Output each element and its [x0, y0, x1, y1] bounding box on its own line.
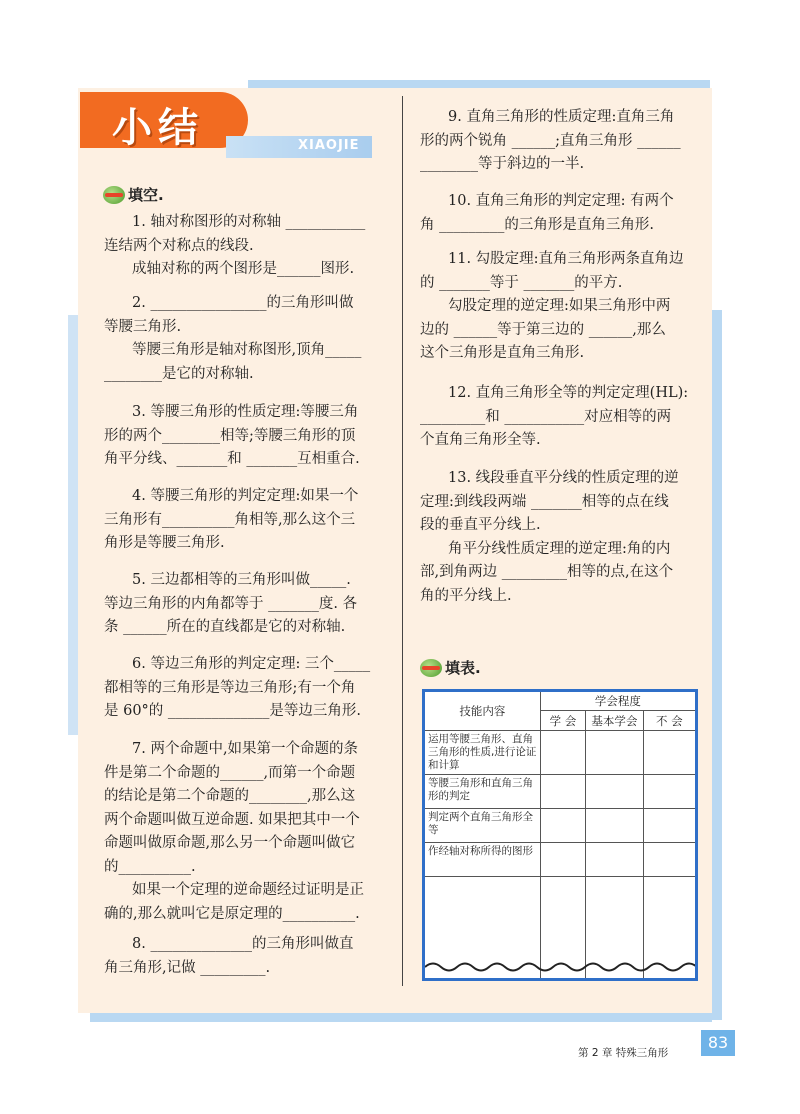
- item-9-line: 9. 直角三角形的性质定理:直角三角: [448, 109, 675, 125]
- item-3-line: 角平分线、_______和 _______互相重合.: [104, 451, 360, 467]
- item-6: [104, 653, 370, 724]
- item-8: [104, 933, 353, 980]
- item-13-line: 13. 线段垂直平分线的性质定理的逆: [448, 470, 679, 486]
- table-row-skill: 作经轴对称所得的图形: [424, 843, 541, 877]
- section-fill-blank-label: 填空.: [128, 186, 164, 204]
- page-title: 小结: [112, 105, 204, 151]
- item-12: [420, 382, 688, 453]
- item-13-line: 部,到角两边 _________相等的点,在这个: [420, 564, 674, 580]
- check-cell[interactable]: [540, 775, 586, 809]
- decor-bar-bottom: [90, 1012, 712, 1022]
- pencil-badge-icon: [420, 659, 442, 677]
- item-1-line: 1. 轴对称图形的对称轴 ___________: [132, 214, 366, 230]
- check-cell[interactable]: [586, 731, 643, 775]
- item-7: [104, 738, 364, 926]
- table-wave-cutoff: [425, 960, 695, 974]
- item-10-line: 角 _________的三角形是直角三角形.: [420, 216, 654, 233]
- item-2-line: ________是它的对称轴.: [104, 365, 254, 382]
- item-9-line: 形的两个锐角 ______;直角三角形 ______: [420, 132, 681, 149]
- item-5-line: 5. 三边都相等的三角形叫做_____.: [132, 572, 351, 588]
- check-cell[interactable]: [643, 843, 696, 877]
- item-7-line: 的结论是第二个命题的________,那么这: [104, 788, 356, 804]
- item-13-line: 角的平分线上.: [420, 587, 512, 604]
- item-7-line: 的__________.: [104, 858, 196, 875]
- page-subtitle: XIAOJIE: [298, 138, 360, 153]
- item-9-line: ________等于斜边的一半.: [420, 156, 585, 172]
- item-7-line: 7. 两个命题中,如果第一个命题的条: [132, 741, 359, 757]
- check-cell[interactable]: [643, 775, 696, 809]
- item-5: [104, 569, 357, 640]
- item-11-line: 的 _______等于 _______的平方.: [420, 274, 623, 291]
- item-11-line: 勾股定理的逆定理:如果三角形中两: [448, 298, 671, 314]
- item-6-line: 是 60°的 ______________是等边三角形.: [104, 703, 362, 719]
- pencil-badge-icon: [103, 186, 125, 204]
- check-cell[interactable]: [540, 843, 586, 877]
- item-9: [420, 106, 681, 177]
- item-2-line: 2. ________________的三角形叫做: [132, 295, 354, 311]
- item-11-line: 边的 ______等于第三边的 ______,那么: [420, 321, 666, 338]
- item-7-line: 两个命题叫做互逆命题. 如果把其中一个: [104, 811, 360, 828]
- item-4-line: 角形是等腰三角形.: [104, 535, 225, 551]
- item-6-line: 都相等的三角形是等边三角形;有一个角: [104, 679, 356, 696]
- skill-table: [422, 689, 698, 981]
- check-cell[interactable]: [586, 809, 643, 843]
- item-13-line: 定理:到线段两端 _______相等的点在线: [420, 493, 669, 510]
- item-10-line: 10. 直角三角形的判定定理: 有两个: [448, 193, 674, 209]
- item-8-line: 角三角形,记做 _________.: [104, 959, 271, 976]
- check-cell[interactable]: [540, 809, 586, 843]
- item-7-line: 确的,那么就叫它是原定理的__________.: [104, 905, 360, 922]
- item-13-line: 段的垂直平分线上.: [420, 517, 541, 533]
- item-3-line: 形的两个________相等;等腰三角形的顶: [104, 427, 356, 444]
- item-1-line: 连结两个对称点的线段.: [104, 237, 254, 254]
- check-cell[interactable]: [586, 843, 643, 877]
- item-7-line: 命题叫做原命题,那么另一个命题叫做它: [104, 835, 356, 851]
- item-12-line: 个直角三角形全等.: [420, 432, 541, 448]
- item-11-line: 11. 勾股定理:直角三角形两条直角边: [448, 251, 684, 267]
- item-7-line: 如果一个定理的逆命题经过证明是正: [132, 882, 364, 898]
- item-4: [104, 485, 358, 556]
- item-2-line: 等腰三角形.: [104, 318, 182, 335]
- level-basic: 基本学会: [586, 711, 643, 731]
- item-8-line: 8. ______________的三角形叫做直: [132, 936, 354, 952]
- check-cell[interactable]: [643, 809, 696, 843]
- section-fill-table-label: 填表.: [445, 659, 481, 677]
- item-3-line: 3. 等腰三角形的性质定理:等腰三角: [132, 404, 359, 420]
- level-not: 不 会: [643, 711, 696, 731]
- header-level: 学会程度: [540, 691, 696, 711]
- item-4-line: 4. 等腰三角形的判定定理:如果一个: [132, 488, 359, 504]
- item-13: [420, 467, 679, 608]
- section-fill-blank: [103, 184, 164, 205]
- level-learned: 学 会: [540, 711, 586, 731]
- check-cell[interactable]: [586, 775, 643, 809]
- item-11-line: 这个三角形是直角三角形.: [420, 345, 585, 361]
- item-5-line: 等边三角形的内角都等于 _______度. 各: [104, 595, 358, 612]
- check-cell[interactable]: [643, 731, 696, 775]
- page-number: 83: [701, 1030, 735, 1056]
- decor-bar-left: [68, 315, 78, 735]
- item-2: [104, 292, 361, 386]
- item-5-line: 条 ______所在的直线都是它的对称轴.: [104, 619, 346, 635]
- item-2-line: 等腰三角形是轴对称图形,顶角_____: [132, 342, 362, 358]
- item-11: [420, 248, 684, 366]
- chapter-label: 第 2 章 特殊三角形: [578, 1047, 669, 1059]
- item-3: [104, 401, 360, 472]
- column-divider: [402, 96, 403, 986]
- item-12-line: _________和 ___________对应相等的两: [420, 408, 672, 425]
- table-row-skill: 运用等腰三角形、直角三角形的性质,进行论证和计算: [424, 731, 541, 775]
- item-7-line: 件是第二个命题的______,而第一个命题: [104, 764, 356, 781]
- table-row-skill: 等腰三角形和直角三角形的判定: [424, 775, 541, 809]
- item-13-line: 角平分线性质定理的逆定理:角的内: [448, 540, 671, 557]
- check-cell[interactable]: [540, 731, 586, 775]
- header-skill: 技能内容: [424, 691, 541, 731]
- section-fill-table: [420, 657, 481, 678]
- item-1: [104, 211, 365, 282]
- item-6-line: 6. 等边三角形的判定定理: 三个_____: [132, 656, 371, 672]
- item-4-line: 三角形有__________角相等,那么这个三: [104, 511, 356, 528]
- table-row-skill: 判定两个直角三角形全等: [424, 809, 541, 843]
- item-1-line: 成轴对称的两个图形是______图形.: [132, 261, 355, 277]
- item-10: [420, 190, 674, 237]
- item-12-line: 12. 直角三角形全等的判定定理(HL):: [448, 385, 689, 401]
- decor-bar-right: [712, 310, 722, 1020]
